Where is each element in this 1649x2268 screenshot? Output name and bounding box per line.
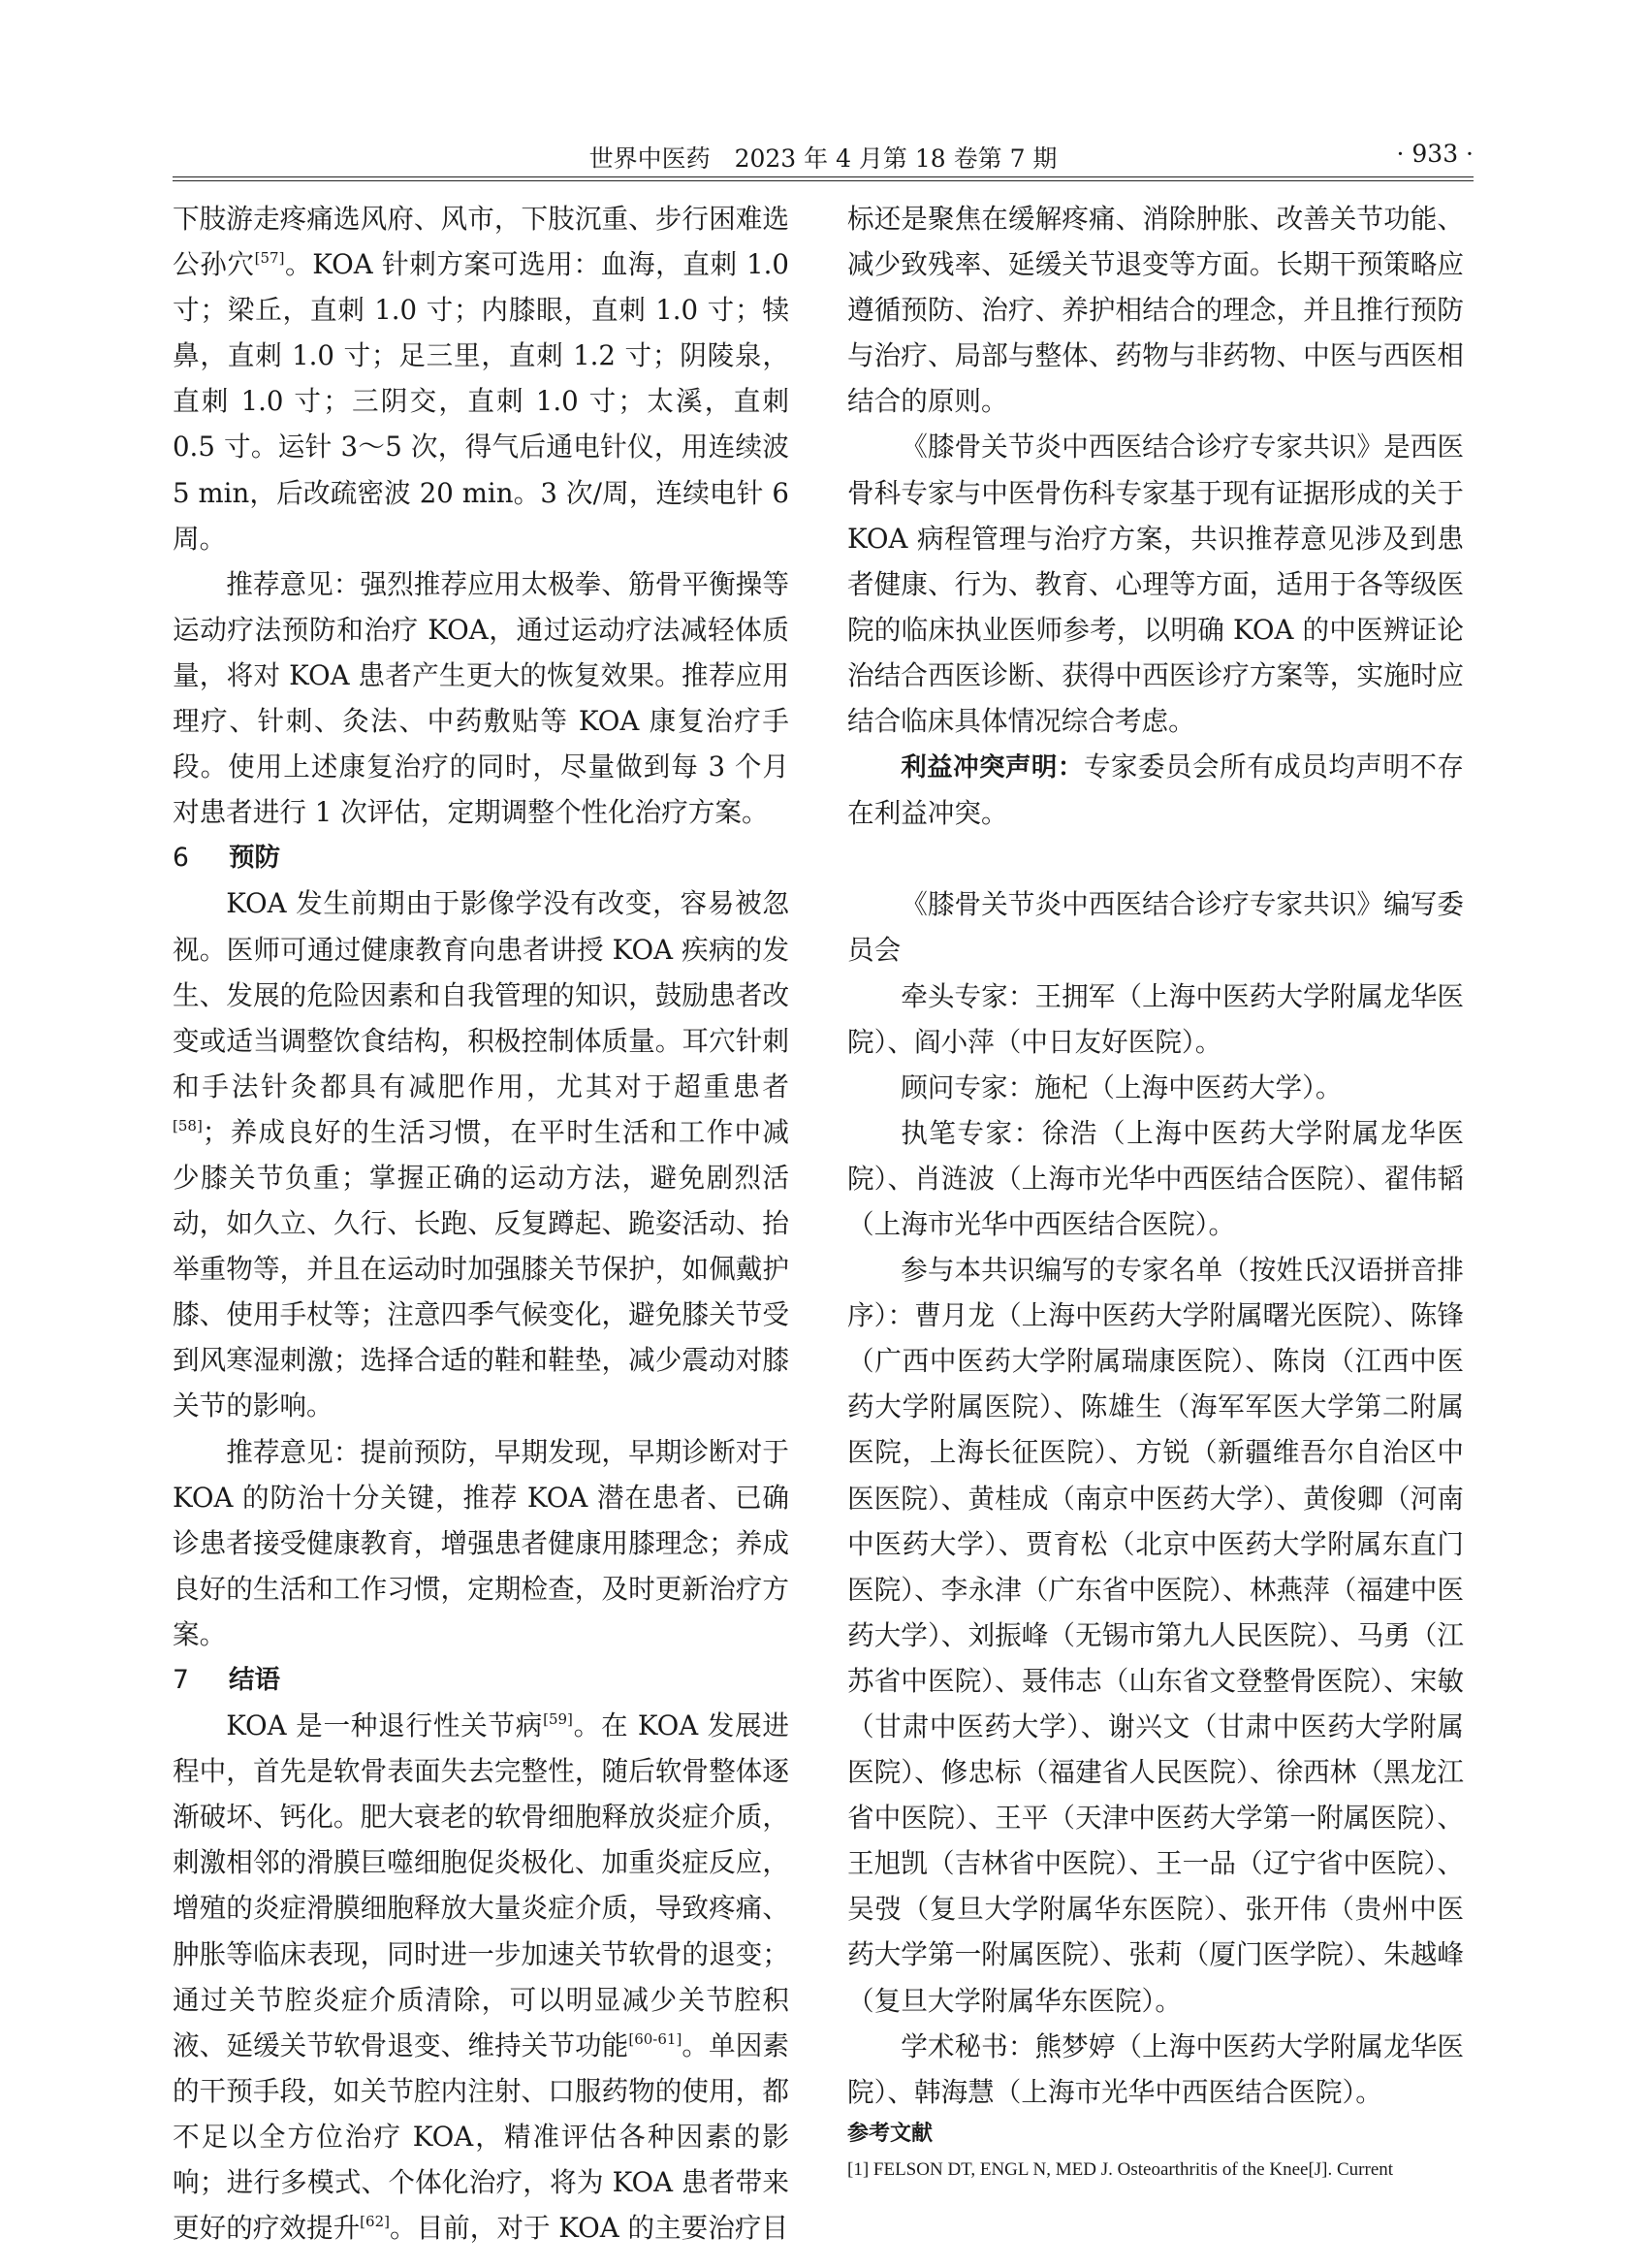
running-header: [173, 140, 1474, 173]
section-heading-prevention: 6 预防: [173, 843, 280, 874]
paragraph-strategy: 标还是聚焦在缓解疼痛、消除肿胀、改善关节功能、减少致残率、延缓关节退变等方面。长期干预策略应遵循预防、治疗、养护相结合的理念，并且推行预防与治疗、局部与整体、药物与非药物、中医与西医相结合的原则。: [847, 203, 1464, 418]
spacer: [847, 836, 1464, 881]
reference-item[interactable]: [1] FELSON DT, ENGL N, MED J. Osteoarthritis of the Knee[J]. Current: [847, 2158, 1394, 2180]
header-rule: [173, 176, 1474, 177]
references-heading: 参考文献: [847, 2121, 934, 2146]
coi-label: 利益冲突声明：: [901, 752, 1084, 783]
advisor-experts: 顾问专家：施杞（上海中医药大学）。: [901, 1070, 1343, 1103]
citation[interactable]: [60-61]: [628, 2029, 682, 2048]
lead-experts: 牵头专家：王拥军（上海中医药大学附属龙华医院）、阎小萍（中日友好医院）。: [847, 979, 1464, 1058]
right-column: [847, 196, 1464, 2187]
citation[interactable]: [58]: [173, 1116, 203, 1134]
academic-secretary: 学术秘书：熊梦婷（上海中医药大学附属龙华医院）、韩海慧（上海市光华中西医结合医院）。: [847, 2029, 1464, 2108]
left-column: [173, 196, 789, 2251]
conflict-of-interest: 利益冲突声明：专家委员会所有成员均声明不存在利益冲突。: [847, 751, 1464, 830]
citation[interactable]: [57]: [254, 249, 285, 268]
writing-experts: 执笔专家：徐浩（上海中医药大学附属龙华医院）、肖涟波（上海市光华中西医结合医院）、翟伟韬（上海市光华中西医结合医院）。: [847, 1116, 1464, 1240]
paragraph-acupoints: 下肢游走疼痛选风府、风市，下肢沉重、步行困难选公孙穴[57]。KOA 针刺方案可选用：血海，直刺 1.0 寸；梁丘，直刺 1.0 寸；内膝眼，直刺 1.0 寸；犊鼻，直刺 1.0 寸；足三里，直刺 1.2 寸；阴陵泉，直刺 1.0 寸；三阴交，直刺 1.0 寸；太溪，直刺 0.5 寸。运针 3～5 次，得气后通电针仪，用连续波 5 min，后改疏密波 20 min。3 次/周，连续电针 6 周。: [173, 203, 789, 555]
paragraph-prevention: KOA 发生前期由于影像学没有改变，容易被忽视。医师可通过健康教育向患者讲授 KOA 疾病的发生、发展的危险因素和自我管理的知识，鼓励患者改变或适当调整饮食结构，积极控制体质量。耳穴针刺和手法针灸都具有减肥作用，尤其对于超重患者[58]；养成良好的生活习惯，在平时生活和工作中减少膝关节负重；掌握正确的运动方法，避免剧烈活动，如久立、久行、长跑、反复蹲起、跪姿活动、抬举重物等，并且在运动时加强膝关节保护，如佩戴护膝、使用手杖等；注意四季气候变化，避免膝关节受到风寒湿刺激；选择合适的鞋和鞋垫，减少震动对膝关节的影响。: [173, 887, 789, 1422]
paragraph-consensus-summary: 《膝骨关节炎中西医结合诊疗专家共识》是西医骨科专家与中医骨伤科专家基于现有证据形成的关于 KOA 病程管理与治疗方案，共识推荐意见涉及到患者健康、行为、教育、心理等方面，适用于各等级医院的临床执业医师参考，以明确 KOA 的中医辨证论治结合西医诊断、获得中西医诊疗方案等，实施时应结合临床具体情况综合考虑。: [847, 431, 1464, 738]
journal-info: 世界中医药 2023 年 4 月第 18 卷第 7 期: [588, 144, 1058, 173]
citation[interactable]: [59]: [543, 1710, 573, 1729]
committee-title: 《膝骨关节炎中西医结合诊疗专家共识》编写委员会: [847, 888, 1464, 967]
recommendation-rehab: 推荐意见：强烈推荐应用太极拳、筋骨平衡操等运动疗法预防和治疗 KOA，通过运动疗法减轻体质量，将对 KOA 患者产生更大的恢复效果。推荐应用理疗、针刺、灸法、中药敷贴等 KOA 康复治疗手段。使用上述康复治疗的同时，尽量做到每 3 个月对患者进行 1 次评估，定期调整个性化治疗方案。: [173, 567, 789, 829]
paragraph-conclusion: KOA 是一种退行性关节病[59]。在 KOA 发展进程中，首先是软骨表面失去完整性，随后软骨整体逐渐破坏、钙化。肥大衰老的软骨细胞释放炎症介质，刺激相邻的滑膜巨噬细胞促炎极化、加重炎症反应，增殖的炎症滑膜细胞释放大量炎症介质，导致疼痛、肿胀等临床表现，同时进一步加速关节软骨的退变；通过关节腔炎症介质清除，可以明显减少关节腔积液、延缓关节软骨退变、维持关节功能[60-61]。单因素的干预手段，如关节腔内注射、口服药物的使用，都不足以全方位治疗 KOA，精准评估各种因素的影响；进行多模式、个体化治疗，将为 KOA 患者带来更好的疗效提升[62]。目前，对于 KOA 的主要治疗目: [173, 1709, 790, 2245]
recommendation-prevention: 推荐意见：提前预防，早期发现，早期诊断对于 KOA 的防治十分关键，推荐 KOA 潜在患者、已确诊患者接受健康教育，增强患者健康用膝理念；养成良好的生活和工作习惯，定期检查，及时更新治疗方案。: [173, 1435, 789, 1650]
header-rule-secondary: [173, 180, 1474, 181]
participating-experts: 参与本共识编写的专家名单（按姓氏汉语拼音排序）：曹月龙（上海中医药大学附属曙光医院）、陈锋（广西中医药大学附属瑞康医院）、陈岗（江西中医药大学附属医院）、陈雄生（海军军医大学第二附属医院，上海长征医院）、方锐（新疆维吾尔自治区中医医院）、黄桂成（南京中医药大学）、黄俊卿（河南中医药大学）、贾育松（北京中医药大学附属东直门医院）、李永津（广东省中医院）、林燕萍（福建中医药大学）、刘振峰（无锡市第九人民医院）、马勇（江苏省中医院）、聂伟志（山东省文登整骨医院）、宋敏（甘肃中医药大学）、谢兴文（甘肃中医药大学附属医院）、修忠标（福建省人民医院）、徐西林（黑龙江省中医院）、王平（天津中医药大学第一附属医院）、王旭凯（吉林省中医院）、王一品（辽宁省中医院）、吴弢（复旦大学附属华东医院）、张开伟（贵州中医药大学第一附属医院）、张莉（厦门医学院）、朱越峰（复旦大学附属华东医院）。: [847, 1254, 1464, 2017]
citation[interactable]: [62]: [360, 2213, 390, 2231]
section-heading-conclusion: 7 结语: [173, 1665, 280, 1695]
page-number: · 933 ·: [1396, 140, 1474, 168]
